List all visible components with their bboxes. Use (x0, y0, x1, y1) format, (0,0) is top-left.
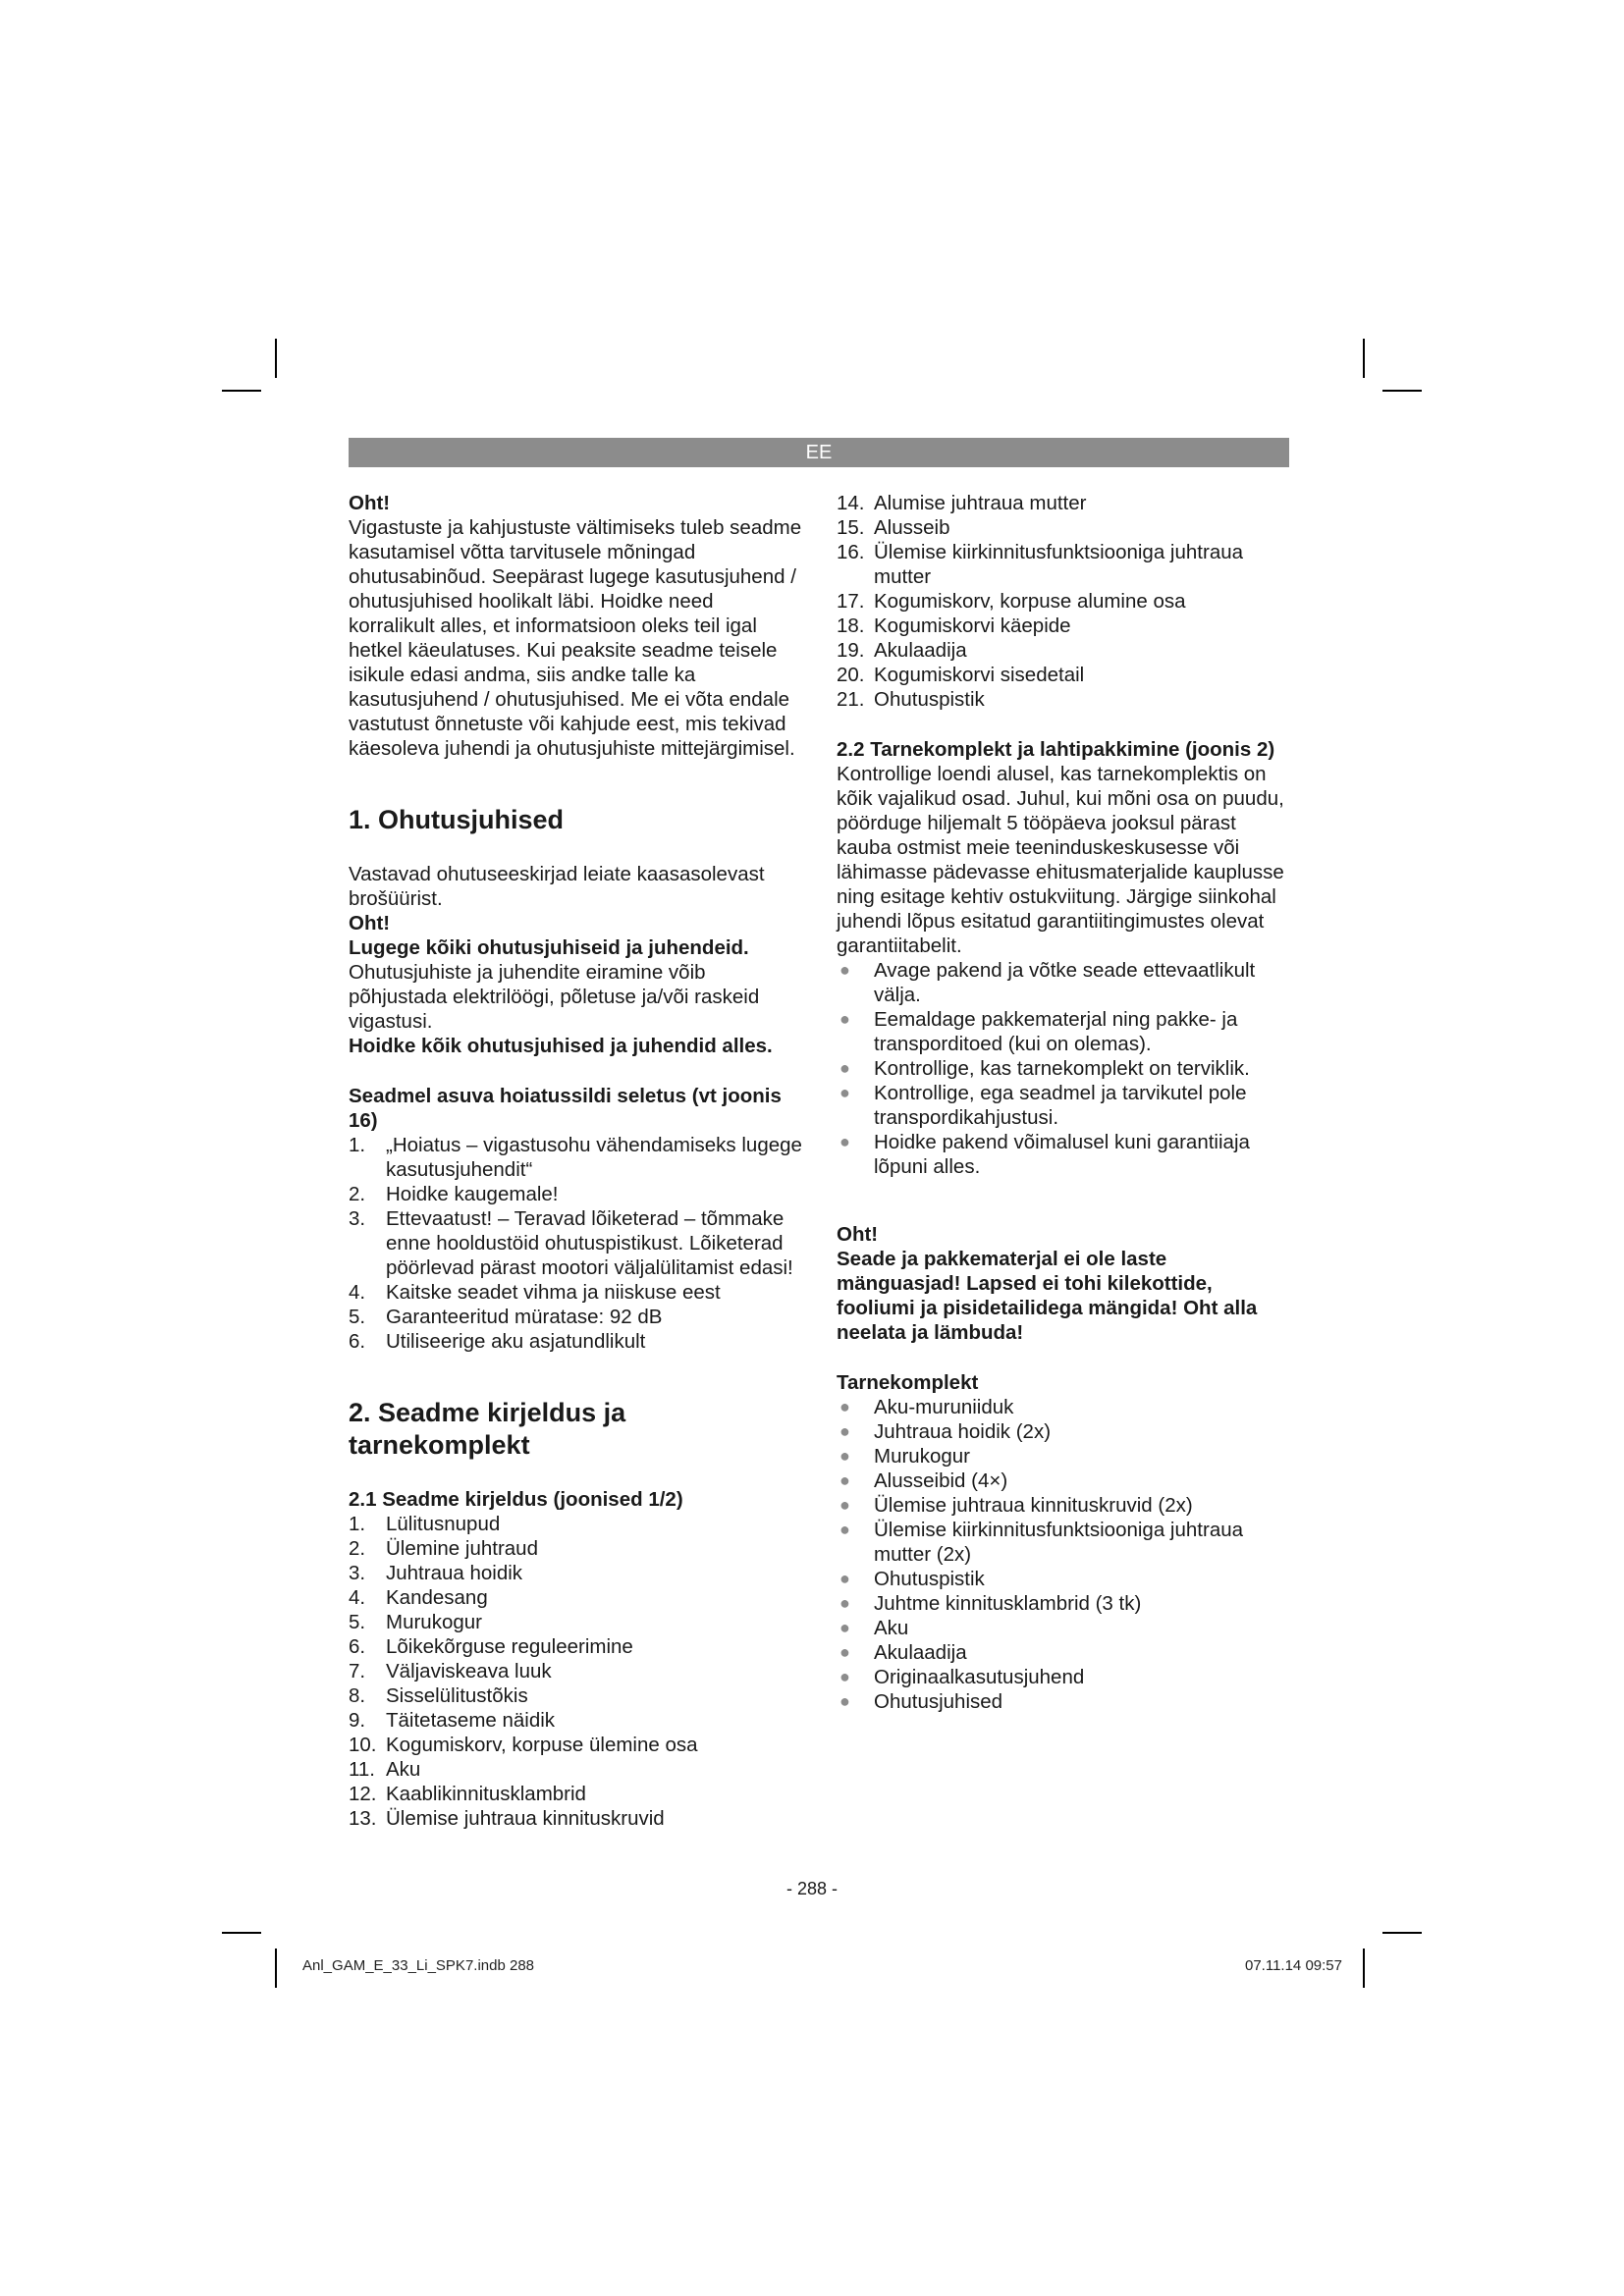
list-item: ● Akulaadija (839, 1641, 967, 1664)
list-item: 4. Kandesang (349, 1586, 488, 1609)
bullet-icon: ● (839, 1470, 850, 1490)
list-item: ● Kontrollige, ega seadmel ja tarvikutel pole transpordikahjustusi. (839, 1082, 1247, 1129)
list-item: 6. Utiliseerige aku asjatundlikult (349, 1330, 646, 1353)
bullet-icon: ● (839, 960, 850, 980)
bullet-icon: ● (839, 1446, 850, 1466)
unpack-list (837, 958, 1290, 1179)
list-item: 19. Akulaadija (837, 639, 967, 662)
list-item: 21. Ohutuspistik (837, 688, 985, 711)
bullet-icon: ● (839, 1691, 850, 1711)
list-item: ● Murukogur (839, 1445, 970, 1468)
list-item: 12. Kaablikinnitusklambrid (349, 1783, 586, 1805)
bullet-icon: ● (839, 1593, 850, 1613)
bullet-icon: ● (839, 1009, 850, 1029)
crop-mark (1363, 339, 1365, 378)
crop-mark (275, 1949, 277, 1988)
list-item: 7. Väljaviskeava luuk (349, 1660, 552, 1682)
list-item: 15. Alusseib (837, 516, 950, 539)
list-item: ● Aku (839, 1617, 909, 1639)
subsection-2-2-title: 2.2 Tarnekomplekt ja lahtipakkimine (joonis 2) (837, 738, 1275, 761)
list-item: ● Hoidke pakend võimalusel kuni garantiiaja lõpuni alles. (839, 1131, 1250, 1178)
bullet-icon: ● (839, 1642, 850, 1662)
bullet-icon: ● (839, 1495, 850, 1515)
list-item: 13. Ülemise juhtraua kinnituskruvid (349, 1807, 665, 1830)
section-1-bold2: Hoidke kõik ohutusjuhised ja juhendid alles. (349, 1035, 773, 1057)
warning-2-text: Seade ja pakkematerjal ei ole laste mänguasjad! Lapsed ei tohi kilekottide, fooliumi ja pisidetailidega mängida! Oht alla neelata ja lämbuda! (837, 1248, 1258, 1344)
parts-list-continued (837, 491, 1290, 712)
signs-list (349, 1133, 802, 1354)
section-2-title: 2. Seadme kirjeldus ja tarnekomplekt (349, 1398, 626, 1460)
list-item: ● Kontrollige, kas tarnekomplekt on terviklik. (839, 1057, 1250, 1080)
list-item: 9. Täitetaseme näidik (349, 1709, 556, 1732)
delivery-title: Tarnekomplekt (837, 1371, 979, 1394)
list-item: 5. Garanteeritud müratase: 92 dB (349, 1306, 663, 1328)
list-item: ● Ohutuspistik (839, 1568, 985, 1590)
list-item: ● Aku-muruniiduk (839, 1396, 1014, 1418)
parts-list (349, 1512, 802, 1831)
signs-title: Seadmel asuva hoiatussildi seletus (vt joonis 16) (349, 1085, 782, 1132)
list-item: 2. Hoidke kaugemale! (349, 1183, 559, 1205)
warning-text: Vigastuste ja kahjustuste vältimiseks tuleb seadme kasutamisel võtta tarvitusele mõningad ohutusabinõud. Seepärast lugege kasutusjuhend / ohutusjuhised hoolikalt läbi. Hoidke need korralikult alles, et informatsioon oleks teil igal hetkel käeulatuses. Kui peaksite seadme teisele isikule edasi andma, siis andke talle ka kasutusjuhend / ohutusjuhised. Me ei võta endale vastutust õnnetuste või kahjude eest, mis tekivad käesoleva juhendi ja ohutusjuhiste mittejärgimisel. (349, 516, 802, 760)
bullet-icon: ● (839, 1520, 850, 1539)
subsection-2-1-title: 2.1 Seadme kirjeldus (joonised 1/2) (349, 1488, 683, 1511)
crop-mark (1382, 390, 1422, 392)
list-item: ● Juhtme kinnitusklambrid (3 tk) (839, 1592, 1142, 1615)
crop-mark (222, 390, 261, 392)
crop-mark (1382, 1932, 1422, 1934)
bullet-icon: ● (839, 1618, 850, 1637)
list-item: ● Alusseibid (4×) (839, 1469, 1008, 1492)
section-1-text: Ohutusjuhiste ja juhendite eiramine võib põhjustada elektrilöögi, põletuse ja/või raskeid vigastusi. (349, 961, 760, 1033)
list-item: 17. Kogumiskorv, korpuse alumine osa (837, 590, 1186, 613)
list-item: ● Ülemise kiirkinnitusfunktsiooniga juhtraua mutter (2x) (839, 1519, 1244, 1566)
bullet-icon: ● (839, 1132, 850, 1151)
list-item: 20. Kogumiskorvi sisedetail (837, 664, 1085, 686)
list-item: 1. „Hoiatus – vigastusohu vähendamiseks lugege kasutusjuhendit“ (349, 1134, 802, 1181)
page-number: - 288 - (785, 1879, 839, 1898)
bullet-icon: ● (839, 1421, 850, 1441)
section-1-intro: Vastavad ohutuseeskirjad leiate kaasasolevast brošüürist. (349, 863, 765, 910)
list-item: 3. Ettevaatust! – Teravad lõiketerad – tõmmake enne hooldustöid ohutuspistikust. Lõiketerad pöörlevad pärast mootori väljalülitamist edasi! (349, 1207, 793, 1279)
footer-timestamp: 07.11.14 09:57 (1245, 1957, 1342, 1974)
list-item: ● Juhtraua hoidik (2x) (839, 1420, 1052, 1443)
list-item: 14. Alumise juhtraua mutter (837, 492, 1087, 514)
right-column (837, 491, 1290, 1714)
delivery-list (837, 1395, 1290, 1714)
list-item: 16. Ülemise kiirkinnitusfunktsiooniga juhtraua mutter (837, 541, 1244, 588)
language-header: EE (349, 438, 1289, 467)
list-item: 5. Murukogur (349, 1611, 482, 1633)
footer-file: Anl_GAM_E_33_Li_SPK7.indb 288 (302, 1957, 535, 1974)
bullet-icon: ● (839, 1083, 850, 1102)
list-item: 3. Juhtraua hoidik (349, 1562, 523, 1584)
list-item: ● Avage pakend ja võtke seade ettevaatlikult välja. (839, 959, 1256, 1006)
list-item: ● Ohutusjuhised (839, 1690, 1003, 1713)
section-1-bold: Lugege kõiki ohutusjuhiseid ja juhendeid. (349, 936, 749, 959)
subsection-2-2-text: Kontrollige loendi alusel, kas tarnekomplektis on kõik vajalikud osad. Juhul, kui mõni osa on puudu, pöörduge hiljemalt 5 tööpäeva jooksul pärast kauba ostmist meie teeninduskeskusesse või lähimasse pädevasse ehitusmaterjalide kauplusse ning esitage kehtiv ostukviitung. Järgige siinkohal juhendi lõpus esitatud garantiitingimustes olevat garantiitabelit. (837, 763, 1284, 957)
list-item: ● Ülemise juhtraua kinnituskruvid (2x) (839, 1494, 1193, 1517)
list-item: ● Eemaldage pakkematerjal ning pakke- ja transporditoed (kui on olemas). (839, 1008, 1238, 1055)
section-1-warning: Oht! (349, 912, 391, 934)
bullet-icon: ● (839, 1667, 850, 1686)
list-item: 18. Kogumiskorvi käepide (837, 614, 1071, 637)
crop-mark (275, 339, 277, 378)
list-item: 11. Aku (349, 1758, 421, 1781)
list-item: 2. Ülemine juhtraud (349, 1537, 538, 1560)
crop-mark (222, 1932, 261, 1934)
list-item: ● Originaalkasutusjuhend (839, 1666, 1085, 1688)
list-item: 4. Kaitske seadet vihma ja niiskuse eest (349, 1281, 721, 1304)
warning-title: Oht! (349, 492, 391, 514)
list-item: 8. Sisselülitustõkis (349, 1684, 528, 1707)
bullet-icon: ● (839, 1569, 850, 1588)
section-1-title: 1. Ohutusjuhised (349, 805, 565, 834)
list-item: 10. Kogumiskorv, korpuse ülemine osa (349, 1734, 698, 1756)
list-item: 1. Lülitusnupud (349, 1513, 501, 1535)
list-item: 6. Lõikekõrguse reguleerimine (349, 1635, 633, 1658)
left-column (349, 491, 802, 1831)
bullet-icon: ● (839, 1397, 850, 1416)
crop-mark (1363, 1949, 1365, 1988)
warning-2-title: Oht! (837, 1223, 879, 1246)
bullet-icon: ● (839, 1058, 850, 1078)
